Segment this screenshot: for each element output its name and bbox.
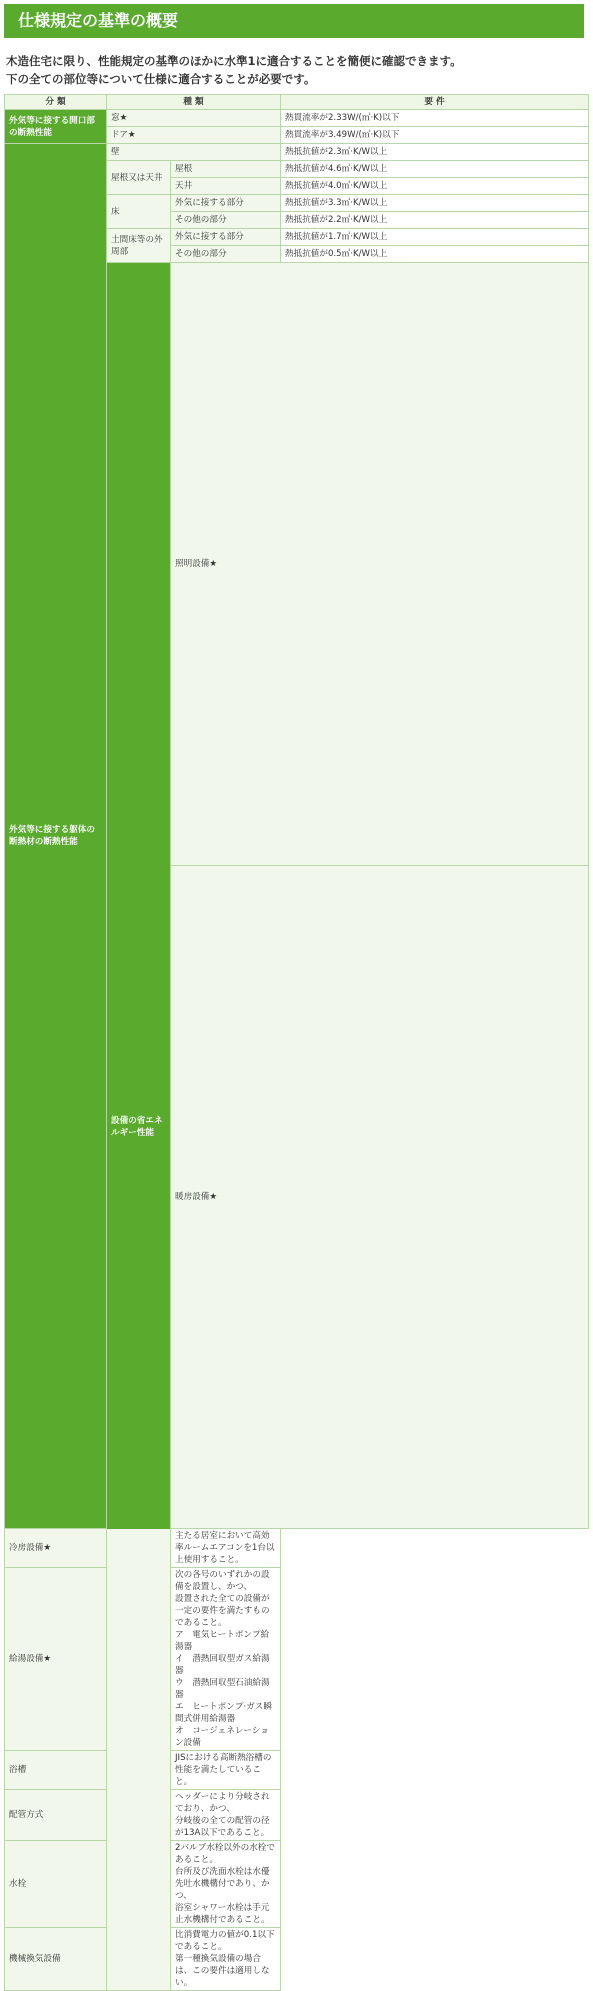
req-wall: 熱抵抗値が2.3㎡·K/W以上 — [281, 144, 589, 161]
table-row — [5, 1928, 589, 1991]
table-header-row — [5, 95, 589, 110]
req-floor-other: 熱抵抗値が2.2㎡·K/W以上 — [281, 212, 589, 229]
header-category: 分 類 — [5, 95, 107, 110]
header-requirement: 要 件 — [281, 95, 589, 110]
req-faucet-line: 浴室シャワー水栓は手元止水機構付であること。 — [175, 1903, 270, 1925]
category-envelope: 外気等に接する躯体の断熱材の断熱性能 — [5, 144, 107, 1529]
category-opening: 外気等に接する開口部の断熱性能 — [5, 110, 107, 144]
kind-door: ドア★ — [107, 127, 281, 144]
req-ventilation-line: 第一種換気設備の場合は、この要件は適用しない。 — [175, 1954, 270, 1988]
req-hot-water-line: 設置された全ての設備が一定の要件を満たすものであること。 — [175, 1594, 270, 1628]
req-window: 熱貫流率が2.33W/(㎡·K)以下 — [281, 110, 589, 127]
req-hot-water — [171, 1568, 281, 1751]
req-ventilation-line: 比消費電力の値が0.1以下であること。 — [175, 1930, 275, 1952]
req-hot-water-line: エ ヒートポンプ·ガス瞬間式併用給湯器 — [175, 1702, 272, 1724]
kind-roof-ceiling: 屋根又は天井 — [107, 161, 171, 195]
header-kind: 種 類 — [107, 95, 281, 110]
kind-ventilation: 機械換気設備 — [5, 1928, 171, 1991]
table-row — [5, 110, 589, 127]
kind-window: 窓★ — [107, 110, 281, 127]
sub-earth-outside: 外気に接する部分 — [171, 229, 281, 246]
req-piping-line: ヘッダーにより分岐されており、かつ、 — [175, 1792, 270, 1814]
intro-line-2: 下の全ての部位等について仕様に適合することが必要です。 — [6, 72, 316, 86]
kind-faucet: 水栓 — [5, 1841, 171, 1928]
kind-floor: 床 — [107, 195, 171, 229]
sub-ceiling: 天井 — [171, 178, 281, 195]
kind-cooling: 冷房設備★ — [5, 1529, 171, 1568]
req-roof: 熱抵抗値が4.6㎡·K/W以上 — [281, 161, 589, 178]
sub-floor-other: その他の部分 — [171, 212, 281, 229]
sub-roof: 屋根 — [171, 161, 281, 178]
kind-heating: 暖房設備★ — [171, 866, 589, 1529]
table-row — [5, 1568, 589, 1751]
req-ceiling: 熱抵抗値が4.0㎡·K/W以上 — [281, 178, 589, 195]
req-ventilation — [171, 1928, 281, 1991]
kind-lighting: 照明設備★ — [171, 263, 589, 866]
req-bath: JISにおける高断熱浴槽の性能を満たしていること。 — [171, 1751, 281, 1790]
table-row — [5, 1529, 589, 1568]
req-earth-outside: 熱抵抗値が1.7㎡·K/W以上 — [281, 229, 589, 246]
req-piping-line: 分岐後の全ての配管の径が13A以下であること。 — [175, 1816, 270, 1838]
req-hot-water-line: ウ 潜熱回収型石油給湯器 — [175, 1678, 270, 1700]
table-row — [5, 1790, 589, 1841]
req-piping — [171, 1790, 281, 1841]
req-earth-other: 熱抵抗値が0.5㎡·K/W以上 — [281, 246, 589, 263]
kind-bath: 浴槽 — [5, 1751, 171, 1790]
req-hot-water-line: イ 潜熱回収型ガス給湯器 — [175, 1654, 270, 1676]
table-row — [5, 1841, 589, 1928]
table-row — [5, 1751, 589, 1790]
req-hot-water-line: ア 電気ヒートポンプ給湯器 — [175, 1630, 270, 1652]
req-faucet-line: 台所及び洗面水栓は水優先吐水機構付であり、かつ、 — [175, 1867, 270, 1901]
req-door: 熱貫流率が3.49W/(㎡·K)以下 — [281, 127, 589, 144]
intro-line-1: 木造住宅に限り、性能規定の基準のほかに水準1に適合することを簡便に確認できます。 — [6, 54, 462, 68]
intro-text — [6, 52, 462, 88]
req-faucet — [171, 1841, 281, 1928]
req-hot-water-line: オ コージェネレーション設備 — [175, 1726, 269, 1748]
kind-piping: 配管方式 — [5, 1790, 171, 1841]
table-row — [5, 144, 589, 161]
spec-table — [4, 94, 589, 1991]
req-floor-outside: 熱抵抗値が3.3㎡·K/W以上 — [281, 195, 589, 212]
kind-hot-water: 給湯設備★ — [5, 1568, 171, 1751]
category-equipment: 設備の省エネルギー性能 — [107, 263, 171, 1991]
kind-earth-floor: 土間床等の外周部 — [107, 229, 171, 263]
req-faucet-line: 2バルブ水栓以外の水栓であること。 — [175, 1843, 275, 1865]
req-hot-water-line: 次の各号のいずれかの設備を設置し、かつ、 — [175, 1570, 270, 1592]
sub-earth-other: その他の部分 — [171, 246, 281, 263]
page-title: 仕様規定の基準の概要 — [4, 4, 584, 38]
sub-floor-outside: 外気に接する部分 — [171, 195, 281, 212]
kind-wall: 壁 — [107, 144, 281, 161]
req-cooling: 主たる居室において高効率ルームエアコンを1台以上使用すること。 — [171, 1529, 281, 1568]
